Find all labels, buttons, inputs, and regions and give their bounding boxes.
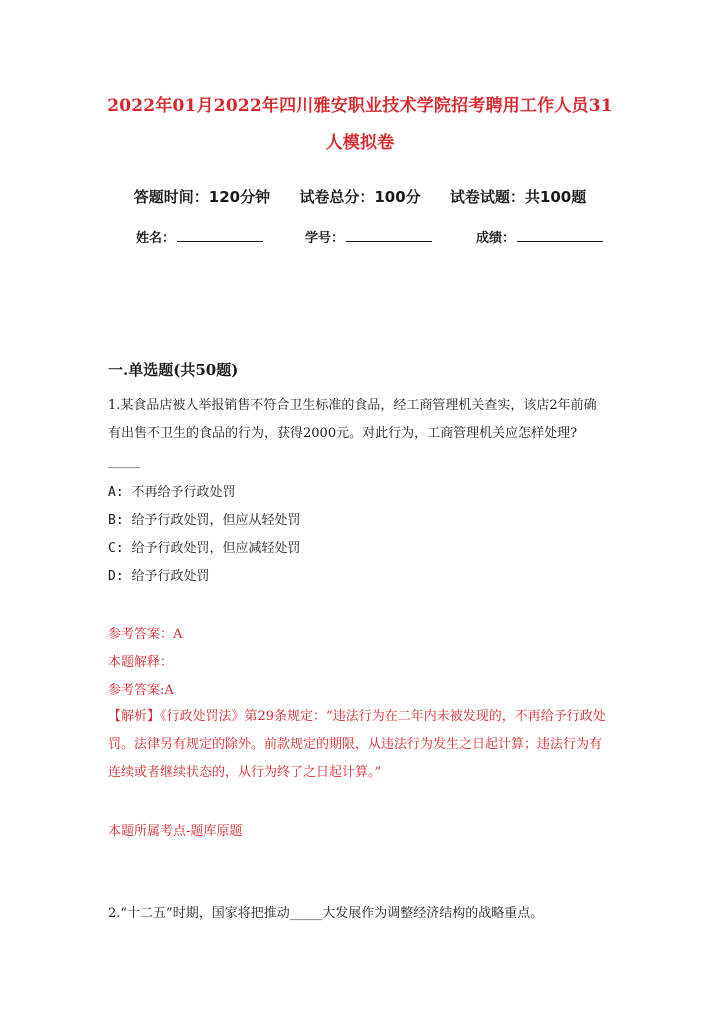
question-1-option-b[interactable]: [108, 509, 301, 528]
exam-title: [100, 88, 620, 162]
question-2-text: 2.“十二五”时期，国家将把推动_____大发展作为调整经济结构的战略重点。: [108, 906, 544, 921]
question-1-option-c[interactable]: [108, 537, 301, 556]
question-1-option-a[interactable]: [108, 481, 236, 500]
exam-meta: [0, 186, 720, 207]
score-field: [476, 227, 603, 246]
question-1-option-d[interactable]: [108, 565, 210, 584]
question-source: 本题所属考点-题库原题: [108, 824, 243, 839]
name-label: 姓名：: [136, 231, 176, 246]
reference-answer: 参考答案：A: [108, 627, 183, 642]
exam-question-count: 试卷试题：共100题: [449, 188, 587, 206]
title-line-1: 2022年01月2022年四川雅安职业技术学院招考聘用工作人员31: [107, 96, 613, 116]
option-text: 给予行政处罚，但应减轻处罚: [131, 541, 301, 556]
answer-analysis: 【解析】《行政处罚法》第29条规定：“违法行为在二年内未被发现的，不再给予行政处罚。法律另有规定的除外。前款规定的期限，从违法行为发生之日起计算；违法行为有连续或者继续状态的，从行为终了之日起计算。”: [108, 709, 606, 780]
title-line-2: 人模拟卷: [325, 133, 395, 153]
id-field: [305, 227, 432, 246]
name-blank[interactable]: [177, 229, 263, 242]
option-text: 给予行政处罚: [131, 569, 210, 584]
section-title: 一.单选题(共50题): [108, 361, 239, 379]
option-letter: A:: [108, 485, 132, 500]
option-letter: B:: [108, 513, 132, 528]
reference-answer-2: 参考答案:A: [108, 683, 174, 698]
score-label: 成绩：: [476, 231, 516, 246]
exam-total-score: 试卷总分：100分: [299, 188, 421, 206]
option-letter: C:: [108, 541, 132, 556]
explanation-label: 本题解释：: [108, 655, 174, 670]
exam-time: 答题时间：120分钟: [133, 188, 271, 206]
score-blank[interactable]: [517, 229, 603, 242]
option-letter: D:: [108, 569, 132, 584]
option-text: 不再给予行政处罚: [131, 485, 236, 500]
name-field: [136, 227, 263, 246]
question-1-text: 1.某食品店被人举报销售不符合卫生标准的食品，经工商管理机关查实，该店2年前确有出售不卫生的食品的行为，获得2000元。对此行为，工商管理机关应怎样处理?_____: [108, 398, 597, 469]
id-blank[interactable]: [346, 229, 432, 242]
id-label: 学号：: [305, 231, 345, 246]
option-text: 给予行政处罚，但应从轻处罚: [131, 513, 301, 528]
